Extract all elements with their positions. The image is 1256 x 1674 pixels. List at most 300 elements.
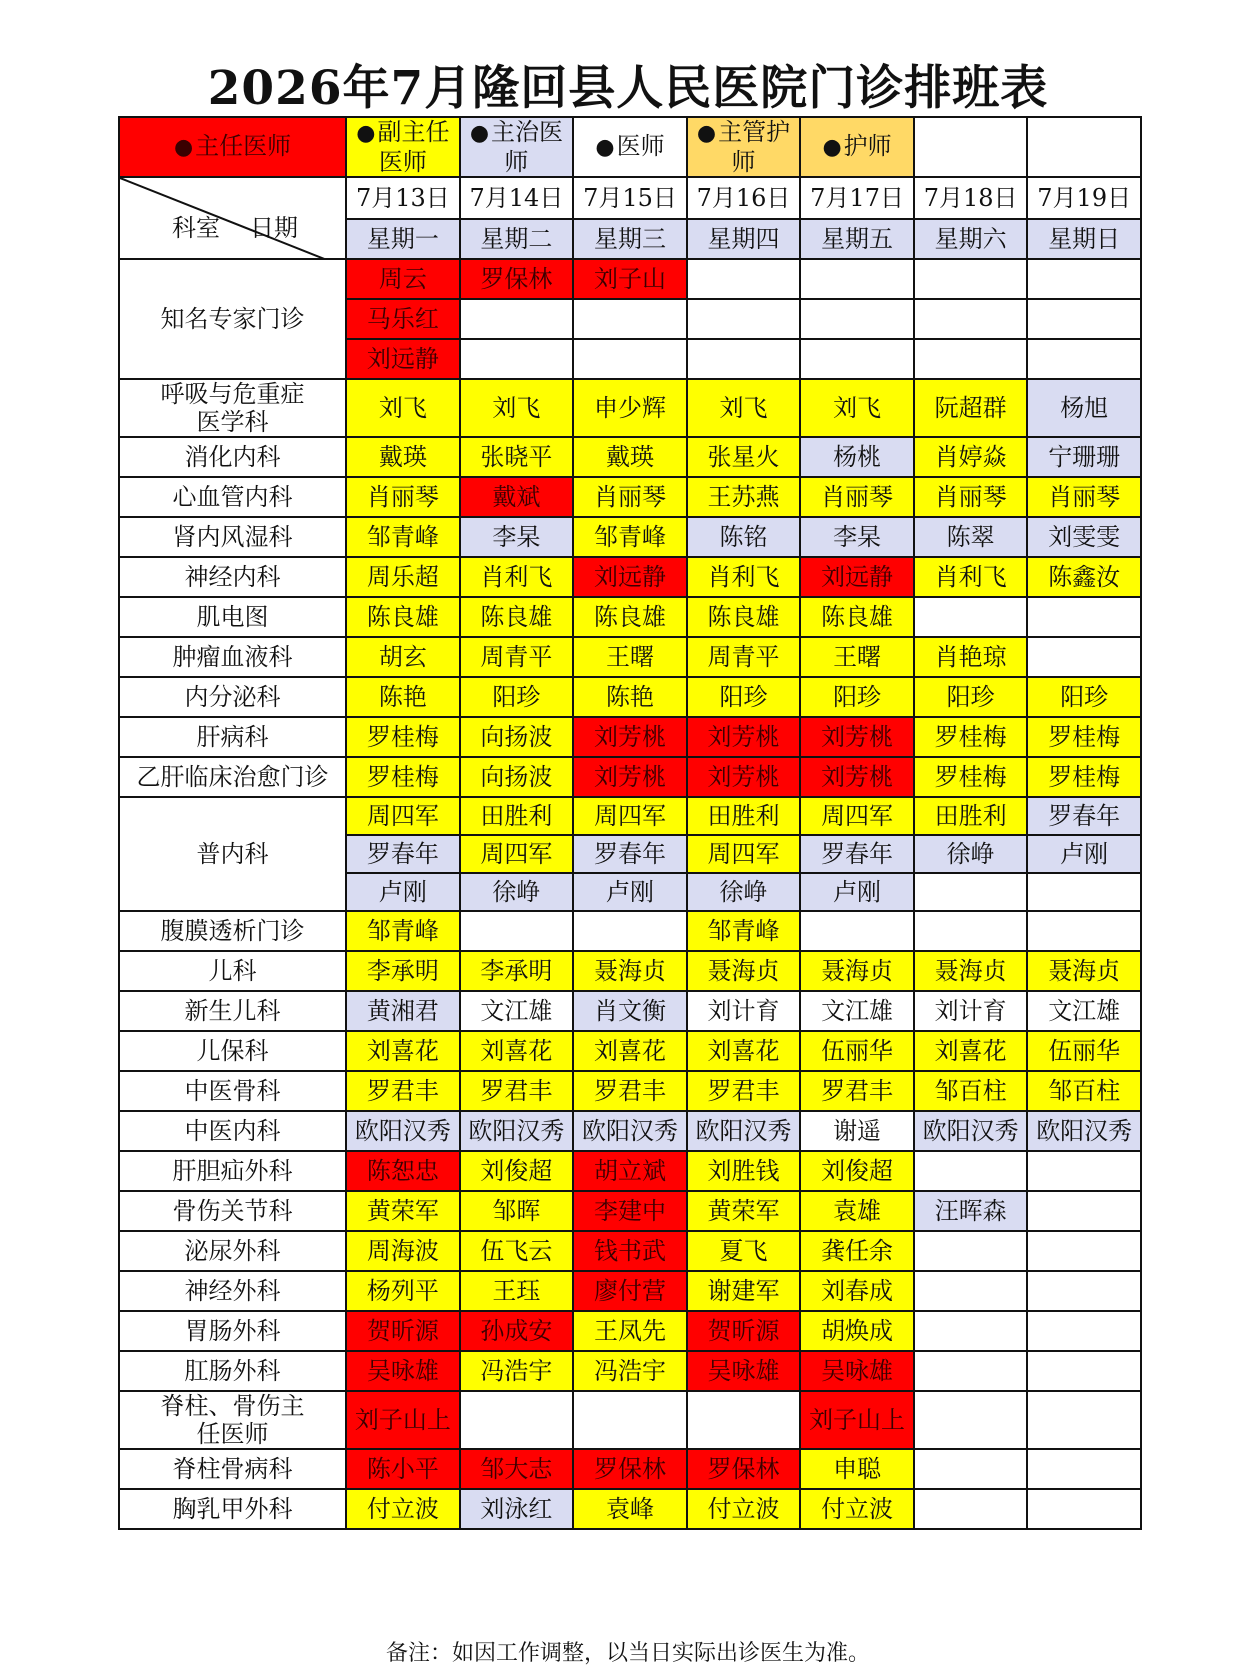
legend-label: 副主任医师 [377, 118, 450, 176]
schedule-cell: 刘计育 [914, 991, 1028, 1031]
dept-header-label: 科室 [172, 214, 220, 242]
schedule-cell: 罗君丰 [573, 1071, 687, 1111]
schedule-cell: 陈良雄 [800, 597, 914, 637]
table-row [119, 911, 1141, 951]
legend-empty [914, 117, 1028, 177]
schedule-cell: 肖利飞 [687, 557, 801, 597]
schedule-cell [687, 1391, 801, 1449]
schedule-cell: 罗保林 [460, 259, 574, 299]
legend-dot: ● [822, 135, 842, 160]
schedule-cell: 陈艳 [573, 677, 687, 717]
schedule-cell: 邹百柱 [1027, 1071, 1141, 1111]
schedule-cell [800, 339, 914, 379]
schedule-cell: 刘俊超 [800, 1151, 914, 1191]
schedule-cell: 罗保林 [687, 1449, 801, 1489]
schedule-cell [460, 1391, 574, 1449]
legend-label: 主管护师 [718, 118, 791, 176]
department-name: 内分泌科 [119, 677, 346, 717]
table-row [119, 557, 1141, 597]
header-corner [119, 177, 346, 259]
schedule-cell: 卢刚 [573, 873, 687, 911]
schedule-cell: 罗保林 [573, 1449, 687, 1489]
table-row [119, 1151, 1141, 1191]
schedule-cell: 罗桂梅 [1027, 757, 1141, 797]
schedule-cell: 周四军 [687, 835, 801, 873]
legend-dot: ● [595, 135, 615, 160]
schedule-cell: 陈铭 [687, 517, 801, 557]
schedule-cell: 刘芳桃 [687, 757, 801, 797]
schedule-cell: 罗桂梅 [1027, 717, 1141, 757]
schedule-cell: 罗桂梅 [346, 757, 460, 797]
table-row [119, 1111, 1141, 1151]
schedule-cell [573, 911, 687, 951]
schedule-cell: 周云 [346, 259, 460, 299]
schedule-cell: 冯浩宇 [460, 1351, 574, 1391]
department-name: 肛肠外科 [119, 1351, 346, 1391]
schedule-cell: 张星火 [687, 437, 801, 477]
schedule-cell: 罗春年 [346, 835, 460, 873]
department-name: 神经外科 [119, 1271, 346, 1311]
schedule-cell: 罗君丰 [346, 1071, 460, 1111]
schedule-cell: 杨列平 [346, 1271, 460, 1311]
schedule-cell: 谢遥 [800, 1111, 914, 1151]
schedule-cell [914, 259, 1028, 299]
schedule-cell: 卢刚 [346, 873, 460, 911]
department-name: 乙肝临床治愈门诊 [119, 757, 346, 797]
table-row [119, 379, 1141, 437]
schedule-cell: 刘子山上 [800, 1391, 914, 1449]
schedule-cell: 杨桃 [800, 437, 914, 477]
schedule-cell [914, 1391, 1028, 1449]
schedule-cell: 袁雄 [800, 1191, 914, 1231]
schedule-cell: 戴瑛 [346, 437, 460, 477]
weekday-header: 星期四 [687, 219, 801, 259]
schedule-cell: 阳珍 [914, 677, 1028, 717]
schedule-cell: 胡玄 [346, 637, 460, 677]
schedule-cell: 向扬波 [460, 757, 574, 797]
schedule-cell: 阳珍 [687, 677, 801, 717]
schedule-cell [1027, 1351, 1141, 1391]
schedule-cell: 刘飞 [800, 379, 914, 437]
schedule-cell: 周青平 [460, 637, 574, 677]
date-header: 7月13日 [346, 177, 460, 219]
schedule-cell: 罗君丰 [687, 1071, 801, 1111]
table-row [119, 637, 1141, 677]
schedule-cell: 黄湘君 [346, 991, 460, 1031]
table-row [119, 1391, 1141, 1449]
schedule-cell [914, 299, 1028, 339]
weekday-header: 星期二 [460, 219, 574, 259]
table-row [119, 1489, 1141, 1529]
schedule-cell: 袁峰 [573, 1489, 687, 1529]
table-row [119, 259, 1141, 299]
schedule-cell [914, 339, 1028, 379]
schedule-cell: 陈小平 [346, 1449, 460, 1489]
department-name: 心血管内科 [119, 477, 346, 517]
table-row [119, 1271, 1141, 1311]
schedule-cell: 伍丽华 [1027, 1031, 1141, 1071]
schedule-cell: 王苏燕 [687, 477, 801, 517]
table-row [119, 517, 1141, 557]
schedule-cell: 肖文衡 [573, 991, 687, 1031]
table-row [119, 1191, 1141, 1231]
schedule-cell: 黄荣军 [687, 1191, 801, 1231]
schedule-cell: 胡焕成 [800, 1311, 914, 1351]
legend-empty [1027, 117, 1141, 177]
table-row [119, 951, 1141, 991]
schedule-cell: 刘子山上 [346, 1391, 460, 1449]
schedule-cell: 邹青峰 [687, 911, 801, 951]
page-title: 2026年7月隆回县人民医院门诊排班表 [207, 61, 1049, 116]
schedule-cell: 刘芳桃 [687, 717, 801, 757]
schedule-cell: 刘喜花 [687, 1031, 801, 1071]
schedule-cell [573, 299, 687, 339]
legend-item [573, 117, 687, 177]
schedule-cell: 龚任余 [800, 1231, 914, 1271]
schedule-cell: 刘雯雯 [1027, 517, 1141, 557]
department-name: 脊柱、骨伤主任医师 [119, 1391, 346, 1449]
schedule-cell: 刘子山 [573, 259, 687, 299]
schedule-cell: 付立波 [346, 1489, 460, 1529]
schedule-cell: 申聪 [800, 1449, 914, 1489]
schedule-cell: 刘喜花 [460, 1031, 574, 1071]
department-name: 胸乳甲外科 [119, 1489, 346, 1529]
schedule-cell: 文江雄 [1027, 991, 1141, 1031]
schedule-cell: 肖丽琴 [914, 477, 1028, 517]
schedule-cell [1027, 1449, 1141, 1489]
schedule-cell: 聂海贞 [573, 951, 687, 991]
schedule-cell: 田胜利 [460, 797, 574, 835]
schedule-cell [687, 299, 801, 339]
schedule-cell: 肖利飞 [914, 557, 1028, 597]
schedule-cell: 邹青峰 [346, 517, 460, 557]
schedule-cell [1027, 597, 1141, 637]
schedule-cell: 陈艳 [346, 677, 460, 717]
schedule-cell: 罗桂梅 [914, 757, 1028, 797]
schedule-cell: 罗春年 [1027, 797, 1141, 835]
schedule-cell: 邹大志 [460, 1449, 574, 1489]
weekday-header: 星期五 [800, 219, 914, 259]
department-name: 肝胆疝外科 [119, 1151, 346, 1191]
schedule-cell: 欧阳汉秀 [914, 1111, 1028, 1151]
schedule-cell: 周青平 [687, 637, 801, 677]
schedule-cell: 王曙 [800, 637, 914, 677]
table-row [119, 1071, 1141, 1111]
department-name: 新生儿科 [119, 991, 346, 1031]
legend-item [346, 117, 460, 177]
schedule-cell [573, 339, 687, 379]
legend-dot: ● [469, 121, 490, 146]
schedule-cell: 向扬波 [460, 717, 574, 757]
schedule-cell [1027, 1391, 1141, 1449]
schedule-cell: 宁珊珊 [1027, 437, 1141, 477]
schedule-cell: 田胜利 [914, 797, 1028, 835]
department-name: 肿瘤血液科 [119, 637, 346, 677]
schedule-cell: 戴瑛 [573, 437, 687, 477]
table-row [119, 991, 1141, 1031]
weekday-header: 星期三 [573, 219, 687, 259]
schedule-cell [1027, 1191, 1141, 1231]
schedule-cell: 罗春年 [573, 835, 687, 873]
schedule-cell: 王曙 [573, 637, 687, 677]
schedule-cell: 邹百柱 [914, 1071, 1028, 1111]
schedule-cell: 聂海贞 [687, 951, 801, 991]
schedule-cell: 吴咏雄 [800, 1351, 914, 1391]
schedule-cell [914, 911, 1028, 951]
legend-dot: ● [696, 121, 717, 146]
schedule-cell: 吴咏雄 [687, 1351, 801, 1391]
schedule-cell: 周四军 [460, 835, 574, 873]
date-header-label: 日期 [250, 214, 298, 242]
department-name: 肝病科 [119, 717, 346, 757]
schedule-cell: 刘喜花 [914, 1031, 1028, 1071]
department-name: 呼吸与危重症医学科 [119, 379, 346, 437]
schedule-cell: 邹青峰 [573, 517, 687, 557]
table-row [119, 757, 1141, 797]
department-name: 骨伤关节科 [119, 1191, 346, 1231]
schedule-cell: 冯浩宇 [573, 1351, 687, 1391]
schedule-cell: 伍飞云 [460, 1231, 574, 1271]
schedule-cell: 卢刚 [800, 873, 914, 911]
schedule-cell: 李承明 [460, 951, 574, 991]
schedule-cell [914, 1351, 1028, 1391]
schedule-cell: 王凤先 [573, 1311, 687, 1351]
schedule-cell: 欧阳汉秀 [346, 1111, 460, 1151]
department-name: 普内科 [119, 797, 346, 911]
schedule-cell [1027, 259, 1141, 299]
legend-label: 主治医师 [491, 118, 564, 176]
schedule-cell: 刘计育 [687, 991, 801, 1031]
schedule-cell: 杨旭 [1027, 379, 1141, 437]
department-name: 脊柱骨病科 [119, 1449, 346, 1489]
schedule-cell: 戴斌 [460, 477, 574, 517]
schedule-cell [914, 1489, 1028, 1529]
schedule-cell: 阳珍 [1027, 677, 1141, 717]
schedule-cell: 陈恕忠 [346, 1151, 460, 1191]
schedule-cell: 徐峥 [914, 835, 1028, 873]
schedule-cell [460, 339, 574, 379]
schedule-cell: 刘飞 [460, 379, 574, 437]
schedule-cell [1027, 1151, 1141, 1191]
schedule-cell [1027, 1271, 1141, 1311]
schedule-cell: 王珏 [460, 1271, 574, 1311]
schedule-cell [914, 1449, 1028, 1489]
schedule-cell [1027, 911, 1141, 951]
table-row [119, 597, 1141, 637]
schedule-cell [914, 1151, 1028, 1191]
schedule-cell [1027, 1489, 1141, 1529]
schedule-cell: 贺昕源 [687, 1311, 801, 1351]
schedule-cell [1027, 1231, 1141, 1271]
schedule-cell: 贺昕源 [346, 1311, 460, 1351]
schedule-cell [800, 911, 914, 951]
schedule-cell: 陈良雄 [687, 597, 801, 637]
weekday-header: 星期日 [1027, 219, 1141, 259]
legend-label: 护师 [843, 132, 892, 160]
schedule-cell: 刘芳桃 [800, 717, 914, 757]
table-row [119, 677, 1141, 717]
schedule-cell [1027, 299, 1141, 339]
table-row [119, 1449, 1141, 1489]
schedule-cell: 刘胜钱 [687, 1151, 801, 1191]
schedule-cell: 罗君丰 [460, 1071, 574, 1111]
schedule-cell: 欧阳汉秀 [573, 1111, 687, 1151]
schedule-cell: 罗春年 [800, 835, 914, 873]
legend-label: 主任医师 [195, 132, 292, 160]
schedule-cell: 文江雄 [460, 991, 574, 1031]
schedule-cell: 刘芳桃 [800, 757, 914, 797]
schedule-cell: 陈良雄 [573, 597, 687, 637]
date-header: 7月18日 [914, 177, 1028, 219]
schedule-cell [687, 339, 801, 379]
legend-item [460, 117, 574, 177]
schedule-cell [914, 1271, 1028, 1311]
legend-dot: ● [356, 121, 376, 146]
schedule-cell: 马乐红 [346, 299, 460, 339]
schedule-cell [1027, 637, 1141, 677]
schedule-cell: 邹青峰 [346, 911, 460, 951]
schedule-cell: 徐峥 [687, 873, 801, 911]
schedule-cell: 陈良雄 [460, 597, 574, 637]
schedule-cell: 文江雄 [800, 991, 914, 1031]
schedule-cell: 聂海贞 [800, 951, 914, 991]
schedule-cell: 陈鑫汝 [1027, 557, 1141, 597]
schedule-cell: 夏飞 [687, 1231, 801, 1271]
legend-dot: ● [173, 135, 194, 160]
schedule-cell: 阳珍 [460, 677, 574, 717]
weekday-header: 星期一 [346, 219, 460, 259]
schedule-cell: 刘喜花 [346, 1031, 460, 1071]
schedule-table [118, 116, 1142, 1530]
schedule-cell: 罗桂梅 [914, 717, 1028, 757]
schedule-cell: 黄荣军 [346, 1191, 460, 1231]
department-name: 儿保科 [119, 1031, 346, 1071]
department-name: 肌电图 [119, 597, 346, 637]
schedule-cell: 周四军 [573, 797, 687, 835]
schedule-cell: 胡立斌 [573, 1151, 687, 1191]
schedule-cell [460, 299, 574, 339]
department-name: 胃肠外科 [119, 1311, 346, 1351]
schedule-cell: 徐峥 [460, 873, 574, 911]
schedule-cell [573, 1391, 687, 1449]
schedule-cell: 付立波 [687, 1489, 801, 1529]
schedule-cell: 谢建军 [687, 1271, 801, 1311]
schedule-cell: 吴咏雄 [346, 1351, 460, 1391]
schedule-cell: 刘飞 [346, 379, 460, 437]
table-row [119, 477, 1141, 517]
weekday-header: 星期六 [914, 219, 1028, 259]
schedule-cell: 周四军 [800, 797, 914, 835]
schedule-cell [1027, 873, 1141, 911]
schedule-cell: 刘远静 [346, 339, 460, 379]
schedule-cell: 罗君丰 [800, 1071, 914, 1111]
schedule-cell: 周四军 [346, 797, 460, 835]
schedule-cell [687, 259, 801, 299]
date-header: 7月19日 [1027, 177, 1141, 219]
schedule-cell: 刘芳桃 [573, 717, 687, 757]
department-name: 消化内科 [119, 437, 346, 477]
schedule-cell: 刘远静 [573, 557, 687, 597]
table-row [119, 1351, 1141, 1391]
schedule-cell: 申少辉 [573, 379, 687, 437]
schedule-cell: 廖付营 [573, 1271, 687, 1311]
schedule-cell: 付立波 [800, 1489, 914, 1529]
schedule-cell [914, 873, 1028, 911]
schedule-cell [800, 259, 914, 299]
schedule-cell: 刘芳桃 [573, 757, 687, 797]
schedule-cell: 肖丽琴 [800, 477, 914, 517]
schedule-cell: 刘喜花 [573, 1031, 687, 1071]
schedule-cell: 肖婷焱 [914, 437, 1028, 477]
table-row [119, 1031, 1141, 1071]
date-header: 7月16日 [687, 177, 801, 219]
department-name: 知名专家门诊 [119, 259, 346, 379]
date-header: 7月15日 [573, 177, 687, 219]
legend-item [119, 117, 346, 177]
department-name: 神经内科 [119, 557, 346, 597]
date-header: 7月17日 [800, 177, 914, 219]
schedule-cell: 李承明 [346, 951, 460, 991]
schedule-cell: 肖丽琴 [573, 477, 687, 517]
schedule-cell: 欧阳汉秀 [1027, 1111, 1141, 1151]
schedule-cell: 李杲 [460, 517, 574, 557]
department-name: 腹膜透析门诊 [119, 911, 346, 951]
diagonal-line [120, 178, 332, 259]
schedule-cell [914, 597, 1028, 637]
department-name: 中医骨科 [119, 1071, 346, 1111]
schedule-cell: 聂海贞 [1027, 951, 1141, 991]
schedule-cell: 孙成安 [460, 1311, 574, 1351]
legend-label: 医师 [616, 132, 665, 160]
schedule-cell: 汪晖森 [914, 1191, 1028, 1231]
schedule-cell: 罗桂梅 [346, 717, 460, 757]
schedule-cell [1027, 339, 1141, 379]
schedule-cell [914, 1231, 1028, 1271]
schedule-cell: 周乐超 [346, 557, 460, 597]
department-name: 肾内风湿科 [119, 517, 346, 557]
table-row [119, 1231, 1141, 1271]
schedule-cell: 刘飞 [687, 379, 801, 437]
legend-row [119, 117, 1141, 177]
schedule-cell: 张晓平 [460, 437, 574, 477]
schedule-cell: 陈良雄 [346, 597, 460, 637]
department-name: 儿科 [119, 951, 346, 991]
schedule-cell [460, 911, 574, 951]
table-row [119, 437, 1141, 477]
schedule-cell: 周海波 [346, 1231, 460, 1271]
schedule-cell: 钱书武 [573, 1231, 687, 1271]
table-row [119, 797, 1141, 835]
footnote: 备注：如因工作调整，以当日实际出诊医生为准。 [385, 1641, 870, 1666]
dates-row [119, 177, 1141, 219]
schedule-cell: 刘远静 [800, 557, 914, 597]
schedule-cell: 肖艳琼 [914, 637, 1028, 677]
schedule-cell: 田胜利 [687, 797, 801, 835]
schedule-cell: 阮超群 [914, 379, 1028, 437]
schedule-cell: 欧阳汉秀 [460, 1111, 574, 1151]
schedule-cell: 伍丽华 [800, 1031, 914, 1071]
schedule-cell: 李杲 [800, 517, 914, 557]
table-row [119, 717, 1141, 757]
legend-item [687, 117, 801, 177]
schedule-cell: 阳珍 [800, 677, 914, 717]
schedule-cell: 肖丽琴 [346, 477, 460, 517]
schedule-cell: 邹晖 [460, 1191, 574, 1231]
department-name: 中医内科 [119, 1111, 346, 1151]
schedule-cell: 肖丽琴 [1027, 477, 1141, 517]
schedule-cell [800, 299, 914, 339]
department-name: 泌尿外科 [119, 1231, 346, 1271]
